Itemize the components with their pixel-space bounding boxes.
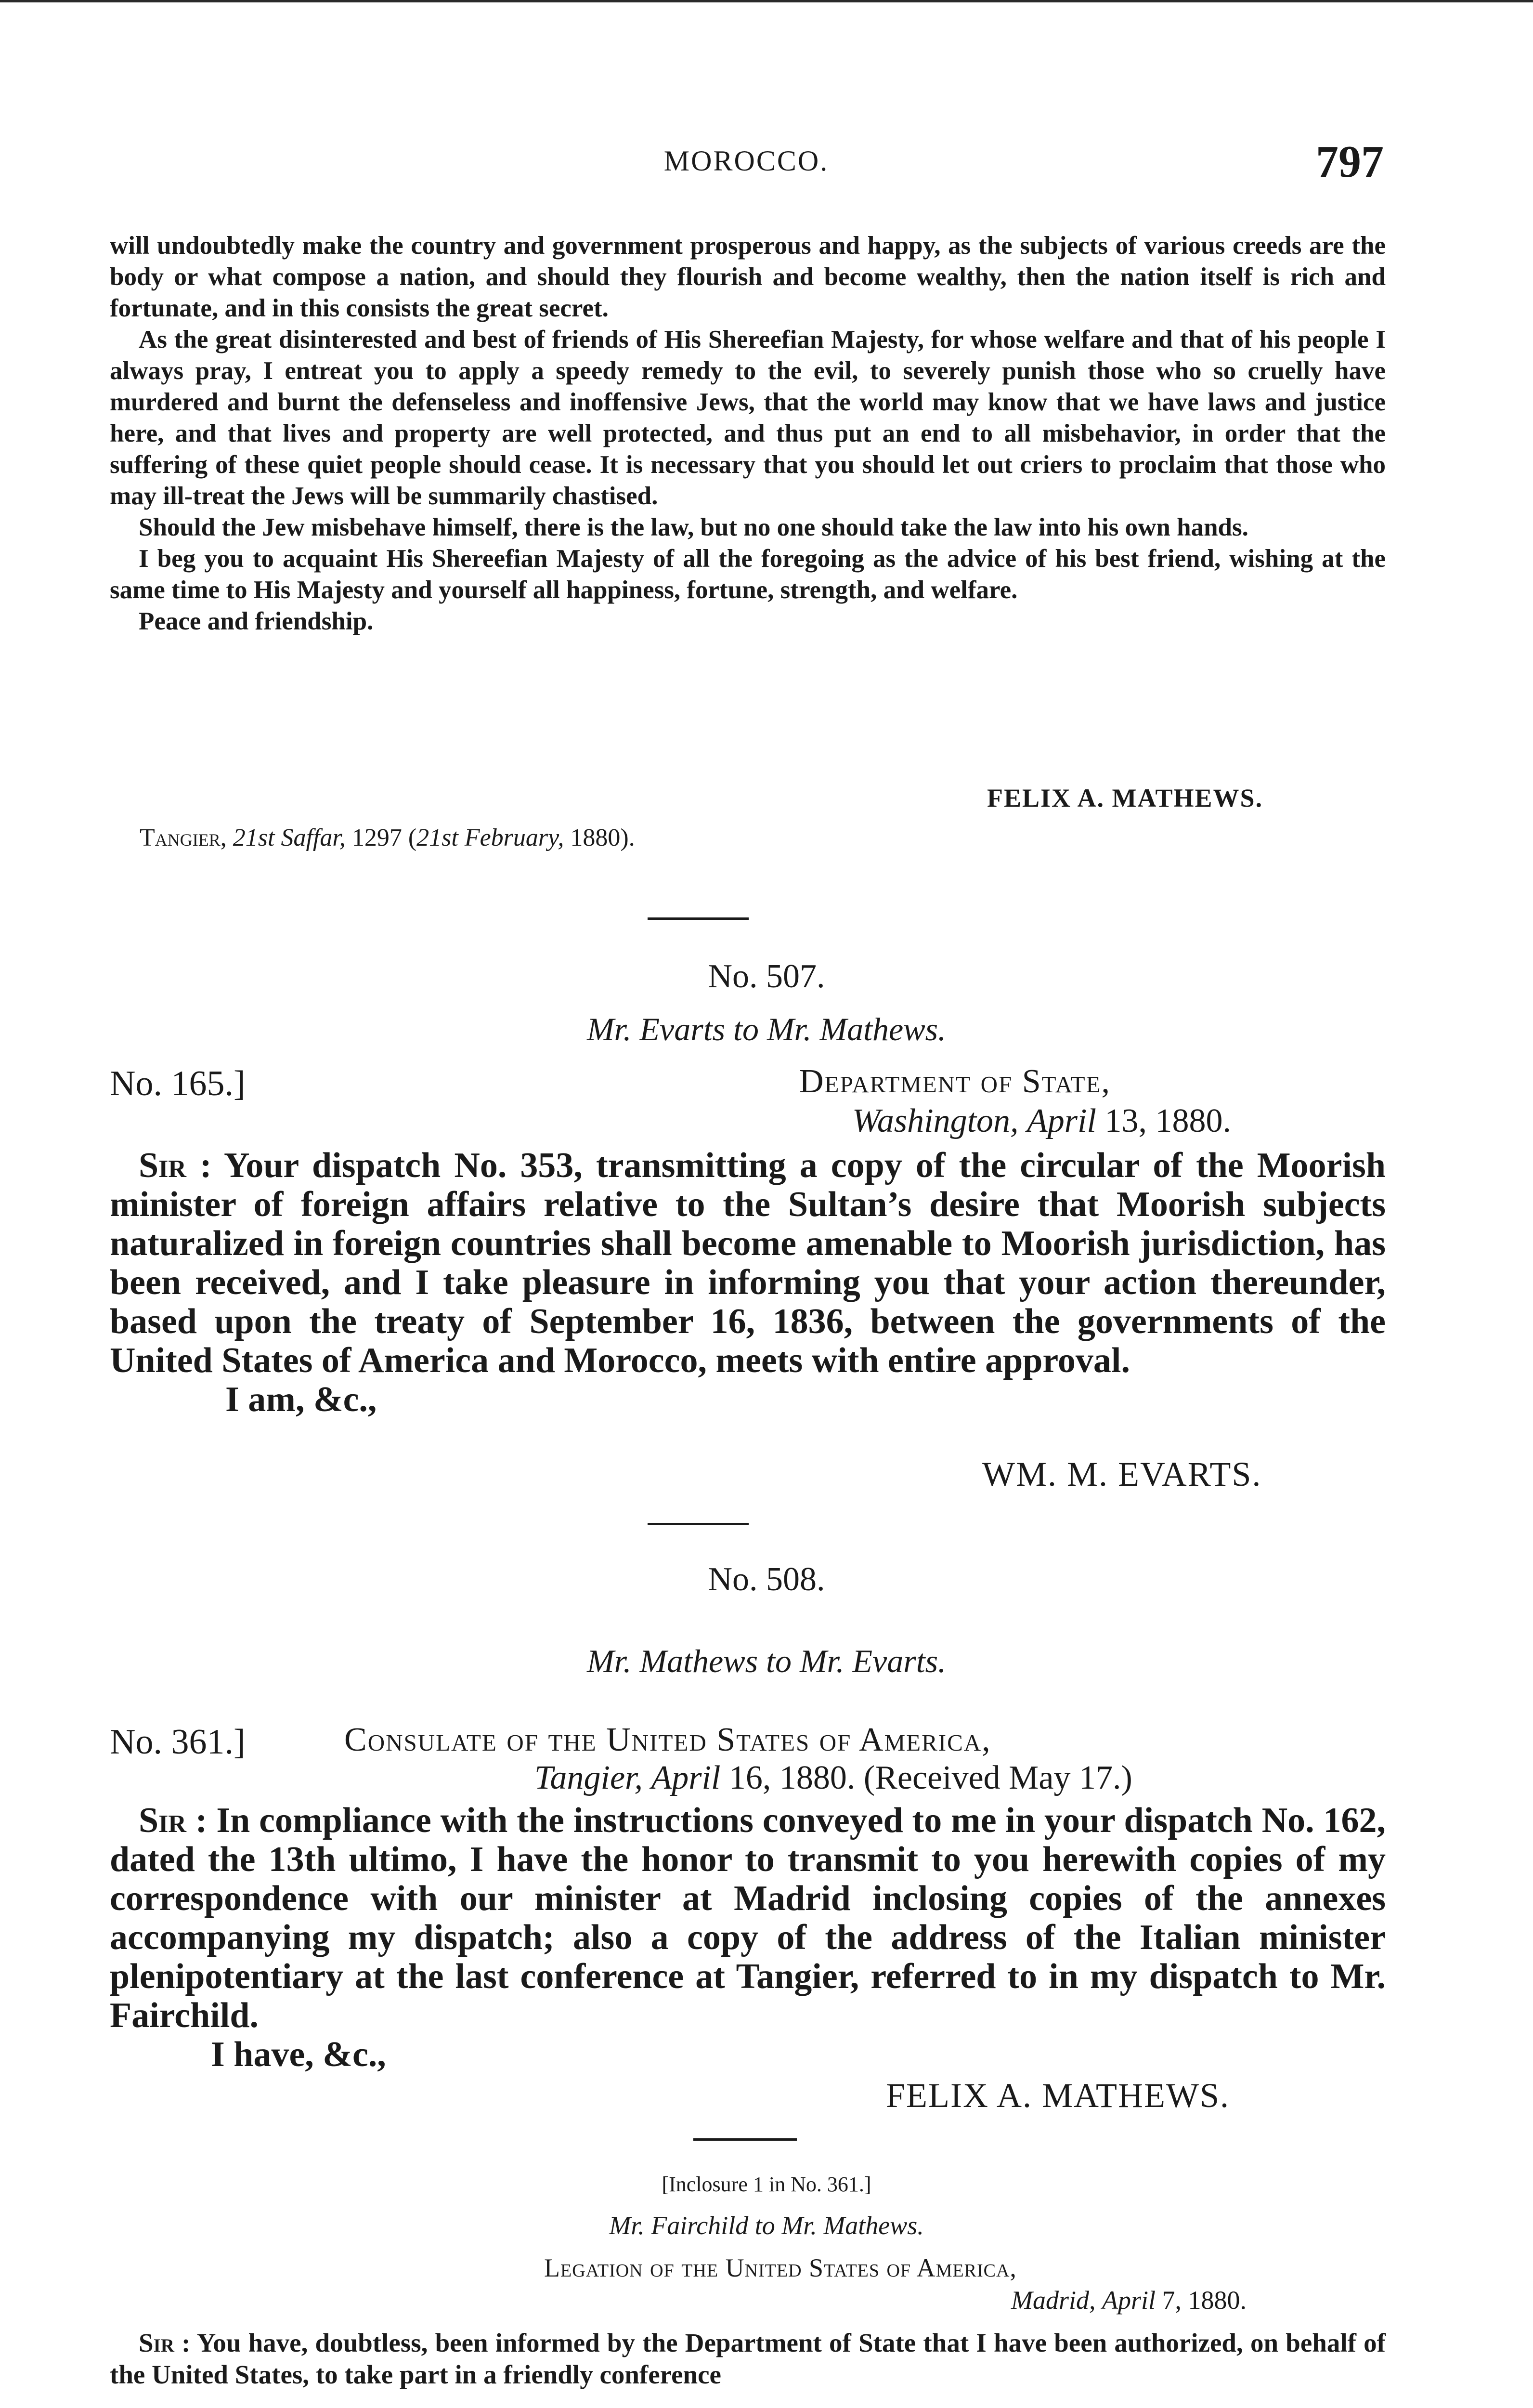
dateline-rest: 7, 1880.: [1162, 2286, 1247, 2315]
doc507-signature: WM. M. EVARTS.: [982, 1455, 1262, 1493]
inclosure-label: [Inclosure 1 in No. 361.]: [662, 2172, 871, 2196]
dateline-day: 21st: [233, 824, 275, 851]
letter1-paragraph: will undoubtedly make the country and government prosperous and happy, as the subjects of various creeds are the body or what compose a nation, and should they flourish and become wealthy, then the nation itself is rich and fortunate, and in this consists the great secret.: [110, 232, 1386, 322]
doc507-paragraph: [110, 1146, 1386, 1380]
doc507-body: [110, 1146, 1386, 1419]
dateline-western-date: 21st February,: [416, 824, 564, 851]
running-head: MOROCCO.: [663, 145, 829, 177]
salutation: Sir :: [139, 1146, 212, 1185]
doc508-signature: FELIX A. MATHEWS.: [886, 2076, 1230, 2115]
salutation: Sir :: [139, 2328, 191, 2357]
dateline-month: Saffar,: [281, 824, 346, 851]
doc508-dateline: [534, 1759, 1132, 1797]
dateline-place: Madrid,: [1011, 2286, 1096, 2315]
letter1-paragraph: As the great disinterested and best of friends of His Shereefian Majesty, for whose welfare and that of his people I always pray, I entreat you to apply a speedy remedy to the evil, to severely punish those who so cruelly have murdered and burnt the defenseless and inoffensive Jews, that the world may know that we have laws and justice here, and that lives and property are well protected, and thus put an end to all misbehavior, in order that the suffering of these quiet people should cease. It is necessary that you should let out criers to proclaim that those who may ill-treat the Jews will be summarily chastised.: [110, 326, 1386, 510]
dateline-place: Tangier,: [534, 1759, 643, 1796]
dateline-month: April: [1027, 1102, 1096, 1139]
letter1-paragraph: I beg you to acquaint His Shereefian Majesty of all the foregoing as the advice of his best friend, wishing at the same time to His Majesty and yourself all happiness, fortune, strength, and welfare.: [110, 545, 1386, 604]
doc507-closing: I am, &c.,: [225, 1380, 377, 1419]
letter1-signature: FELIX A. MATHEWS.: [987, 784, 1263, 812]
doc508-consulate: Consulate of the United States of America,: [344, 1721, 991, 1758]
letter1-body: [110, 230, 1386, 637]
letter1-paragraph: Should the Jew misbehave himself, there is the law, but no one should take the law into his own hands.: [139, 513, 1248, 541]
inclosure-body: [110, 2327, 1386, 2391]
doc508-paragraph: [110, 1801, 1386, 2035]
dateline-month: April: [1102, 2286, 1156, 2315]
body-text: Your dispatch No. 353, transmitting a copy of the circular of the Moorish minister of foreign affairs relative to the Sultan’s desire that Moorish subjects naturalized in foreign countries shall become amenable to Moorish jurisdiction, has been received, and I take pleasure in informing you that your action thereunder, based upon the treaty of September 16, 1836, between the governments of the United States of America and Morocco, meets with entire approval.: [110, 1146, 1386, 1380]
section-rule: [648, 1523, 749, 1525]
inclosure-paragraph: [110, 2327, 1386, 2391]
doc508-number: No. 508.: [708, 1561, 825, 1598]
salutation: Sir :: [139, 1801, 208, 1840]
dateline-rest: 13, 1880.: [1104, 1102, 1231, 1139]
doc507-number: No. 507.: [708, 958, 825, 995]
letter1-paragraph: Peace and friendship.: [139, 607, 374, 635]
inclosure-title: Mr. Fairchild to Mr. Mathews.: [609, 2211, 924, 2240]
inclosure-dateline: [1011, 2285, 1247, 2315]
dateline-year: 1297 (: [351, 824, 417, 851]
scan-top-edge: [0, 0, 1533, 2]
dateline-place: Tangier,: [140, 824, 227, 851]
doc507-dateline: [852, 1102, 1231, 1140]
doc508-closing: I have, &c.,: [211, 2035, 386, 2074]
section-rule: [648, 917, 749, 920]
doc508-body: [110, 1801, 1386, 2074]
body-text: You have, doubtless, been informed by the Department of State that I have been authorized, on behalf of the United States, to take part in a friendly conference: [110, 2328, 1386, 2389]
page-number: 797: [1316, 137, 1384, 187]
doc508-title: Mr. Mathews to Mr. Evarts.: [586, 1643, 947, 1679]
body-text: In compliance with the instructions conveyed to me in your dispatch No. 162, dated the 13th ultimo, I have the honor to transmit to you herewith copies of my correspondence with our minister at Madrid inclosing copies of the annexes accompanying my dispatch; also a copy of the address of the Italian minister plenipotentiary at the last conference at Tangier, referred to in my dispatch to Mr. Fairchild.: [110, 1801, 1386, 2035]
doc507-ref: No. 165.]: [110, 1064, 246, 1103]
dateline-place: Washington,: [852, 1102, 1019, 1139]
section-rule: [693, 2138, 797, 2141]
doc507-dept: Department of State,: [799, 1063, 1111, 1100]
letter1-dateline: [140, 824, 635, 852]
doc508-ref: No. 361.]: [110, 1722, 246, 1762]
dateline-rest: 16, 1880. (Received May 17.): [728, 1759, 1132, 1796]
dateline-month: April: [651, 1759, 721, 1796]
dateline-western-year: 1880).: [570, 824, 635, 851]
inclosure-legation: Legation of the United States of America,: [544, 2253, 1017, 2282]
doc507-title: Mr. Evarts to Mr. Mathews.: [586, 1011, 947, 1047]
